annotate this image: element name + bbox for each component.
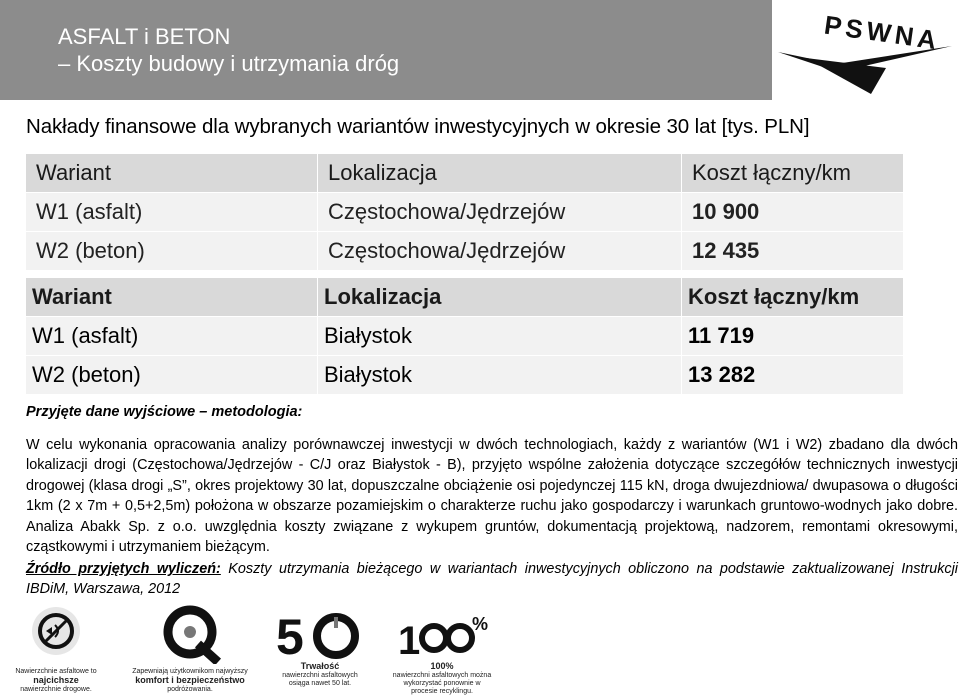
table-intro: Nakłady finansowe dla wybranych wariantów inwestycyjnych w okresie 30 lat [tys. PLN] bbox=[26, 115, 810, 138]
badge-line1: Nawierzchnie asfaltowe to bbox=[15, 668, 97, 675]
header-lokalizacja: Lokalizacja bbox=[318, 278, 682, 317]
header-lokalizacja: Lokalizacja bbox=[318, 154, 682, 193]
methodology-text: W celu wykonania opracowania analizy porównawczej inwestycji w dwóch technologiach, każdy z wariantów (W1 i W2) zbadano dla dwóch lokalizacji drogi (Częstochowa/Jędrzejów - C/J oraz Białystok - B), przyjęto wspólne założenia dotyczące szczegółów technicznych inwestycji drogowej (klasa drogi „S”, okres projektowy 30 lat, dopuszczalne obciążenie osi pojedynczej 115 kN, droga dwujezdniowa/ dwupasowa o długości 1km (2 x 7m + 0,5+2,5m) położona w obszarze pozamiejskim o charakterze ruchu jako gospodarczy i warunkach gruntowo-wodnych jako dobre. Analiza Abakk Sp. z o.o. uwzględnia koszty związane z wykupem gruntów, dokumentacją projektową, nadzorem, remontami okresowymi, cząstkowymi i utrzymaniem bieżącym. bbox=[26, 437, 958, 556]
badge-durability bbox=[270, 604, 370, 698]
table-header-row bbox=[26, 278, 904, 317]
badge-line2: podróżowania. bbox=[167, 686, 213, 693]
cell-lokalizacja: Częstochowa/Jędrzejów bbox=[318, 232, 682, 271]
badge-bold: komfort i bezpieczeństwo bbox=[135, 675, 245, 685]
badge-line2: nawierzchnie drogowe. bbox=[20, 686, 92, 693]
badge-line2: nawierzchni asfaltowych osiąga nawet 50 lat. bbox=[282, 672, 358, 687]
cell-koszt: 13 282 bbox=[682, 356, 904, 395]
svg-text:5: 5 bbox=[276, 609, 304, 664]
cell-lokalizacja: Częstochowa/Jędrzejów bbox=[318, 193, 682, 232]
logo-text: PSWNA bbox=[822, 9, 943, 56]
badge-line1: Zapewniają użytkownikom najwyższy bbox=[132, 668, 248, 675]
hundred-percent-icon bbox=[392, 604, 492, 664]
table-row bbox=[26, 193, 904, 232]
methodology-heading: Przyjęte dane wyjściowe – metodologia: bbox=[26, 404, 303, 420]
cell-lokalizacja: Białystok bbox=[318, 317, 682, 356]
header-banner bbox=[0, 0, 772, 100]
cell-lokalizacja: Białystok bbox=[318, 356, 682, 395]
table-row bbox=[26, 356, 904, 395]
header-wariant: Wariant bbox=[26, 154, 318, 193]
table-row bbox=[26, 232, 904, 271]
svg-text:%: % bbox=[472, 614, 489, 634]
cell-wariant: W2 (beton) bbox=[26, 232, 318, 271]
header-koszt: Koszt łączny/km bbox=[682, 278, 904, 317]
badge-bold: najcichsze bbox=[33, 675, 79, 685]
pswna-logo bbox=[776, 6, 956, 98]
quality-q-icon bbox=[140, 604, 240, 664]
page-title: ASFALT i BETON bbox=[58, 24, 231, 49]
source-text: Koszty utrzymania bieżącego w wariantach inwestycyjnych obliczono na podstawie zaktualizowanej Instrukcji IBDiM, Warszawa, 2012 bbox=[26, 561, 958, 597]
page-subtitle: – Koszty budowy i utrzymania dróg bbox=[58, 51, 400, 76]
cell-wariant: W2 (beton) bbox=[26, 356, 318, 395]
cell-wariant: W1 (asfalt) bbox=[26, 193, 318, 232]
no-noise-icon bbox=[8, 604, 104, 664]
cell-wariant: W1 (asfalt) bbox=[26, 317, 318, 356]
cell-koszt: 11 719 bbox=[682, 317, 904, 356]
source-label: Źródło przyjętych wyliczeń: bbox=[26, 561, 221, 577]
badge-line2: nawierzchni asfaltowych można wykorzystać ponownie w procesie recyklingu. bbox=[392, 672, 492, 695]
table-header-row bbox=[26, 154, 904, 193]
badge-bold: Trwałość bbox=[300, 661, 340, 671]
badge-comfort bbox=[132, 604, 248, 698]
badge-strip bbox=[0, 604, 960, 698]
cell-koszt: 12 435 bbox=[682, 232, 904, 271]
badge-quiet bbox=[8, 604, 104, 698]
fifty-icon bbox=[270, 604, 370, 664]
table-row bbox=[26, 317, 904, 356]
badge-recycling bbox=[392, 604, 492, 698]
svg-text:1: 1 bbox=[398, 619, 421, 663]
header-koszt: Koszt łączny/km bbox=[682, 154, 904, 193]
header-wariant: Wariant bbox=[26, 278, 318, 317]
badge-bold: 100% bbox=[430, 661, 454, 671]
cell-koszt: 10 900 bbox=[682, 193, 904, 232]
table-bialystok bbox=[26, 278, 904, 395]
source-note bbox=[26, 560, 958, 599]
table-czestochowa bbox=[26, 154, 904, 271]
